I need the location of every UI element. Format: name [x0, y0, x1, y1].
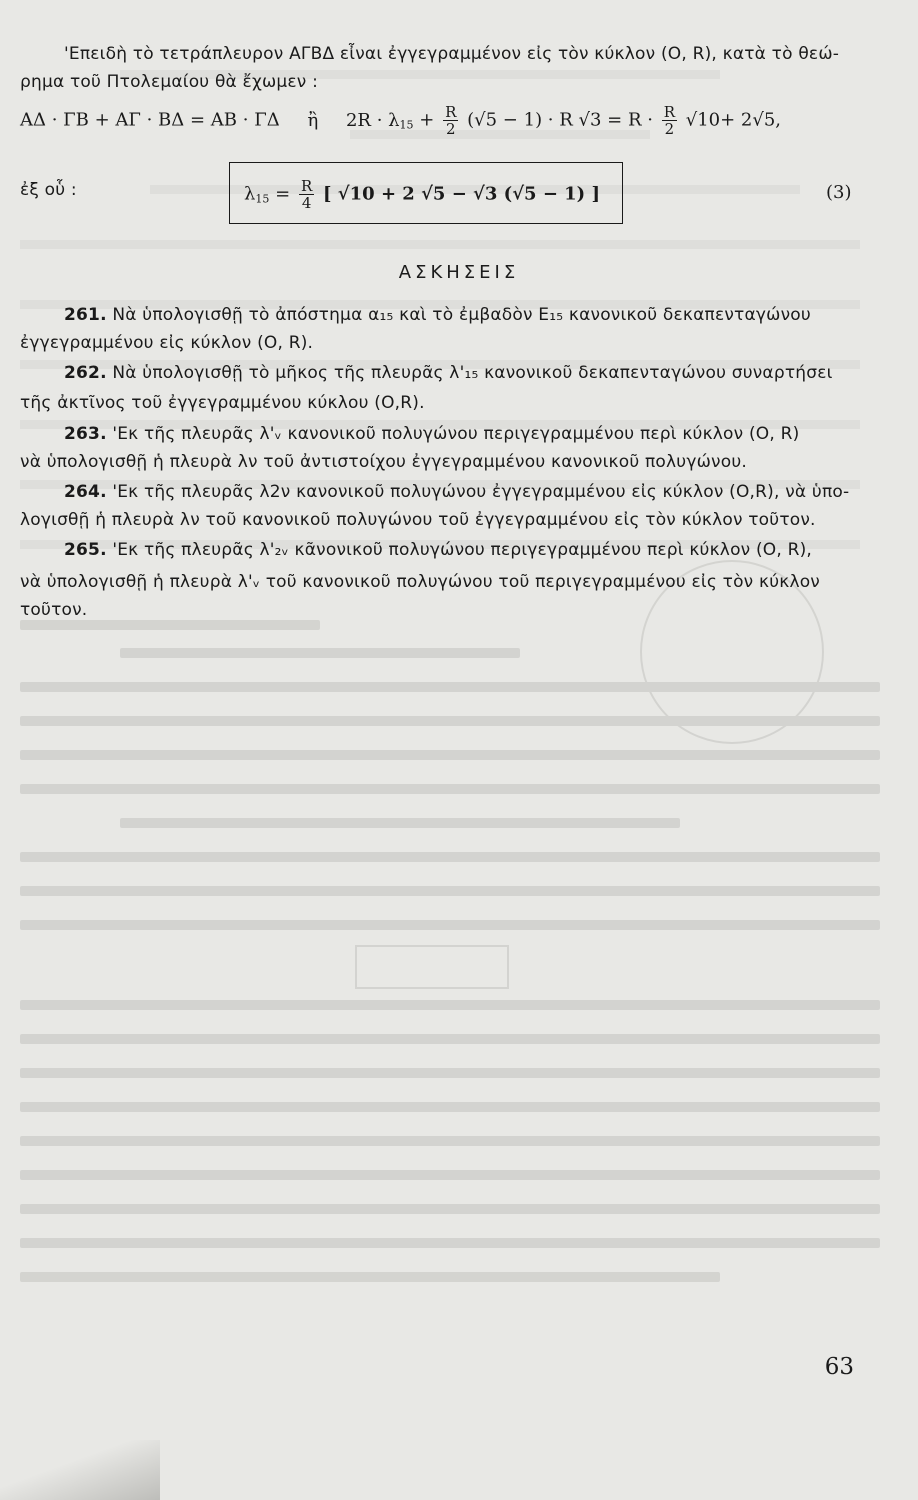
exercise-number: 261. — [64, 305, 107, 325]
equation-frac-den: 2 — [445, 120, 456, 138]
equation-root: √10+ 2√5, — [685, 109, 782, 131]
page-number: 63 — [824, 1354, 854, 1380]
result-frac-den: 4 — [301, 194, 312, 212]
exercise-261-line-2: ἐγγεγραμμένου εἰς κύκλον (Ο, R). — [20, 333, 314, 353]
equation-part1-sub: 15 — [399, 118, 414, 132]
ptolemy-equation — [20, 104, 781, 137]
intro-line-1: 'Επειδὴ τὸ τετράπλευρον ΑΓΒΔ εἶναι ἐγγεγραμμένον εἰς τὸν κύκλον (Ο, R), κατὰ τὸ θεώ- — [64, 44, 840, 64]
exercise-263-line-1 — [64, 424, 799, 444]
exercise-265-line-1 — [64, 540, 812, 560]
exercises-heading: ΑΣΚΗΣΕΙΣ — [398, 262, 520, 283]
exercise-text: Νὰ ὑπολογισθῇ τὸ μῆκος τῆς πλευρᾶς λ'₁₅ κανονικοῦ δεκαπενταγώνου συναρτήσει — [112, 363, 833, 383]
exercise-262-line-1 — [64, 363, 833, 383]
result-formula — [244, 178, 600, 211]
result-fraction — [299, 178, 314, 211]
equation-part2: (√5 − 1) · R √3 = R · — [467, 109, 653, 131]
exercise-263-line-2: νὰ ὑπολογισθῇ ἡ πλευρὰ λν τοῦ ἀντιστοίχου ἐγγεγραμμένου κανονικοῦ πολυγώνου. — [20, 452, 747, 472]
page-corner-shadow — [0, 1440, 160, 1500]
result-lambda: λ — [244, 183, 256, 205]
exercise-text: Νὰ ὑπολογισθῇ τὸ ἀπόστημα α₁₅ καὶ τὸ ἐμβαδὸν Ε₁₅ κανονικοῦ δεκαπενταγώνου — [112, 305, 811, 325]
equation-frac2-den: 2 — [664, 120, 675, 138]
equation-connector: ἢ — [307, 109, 319, 131]
exercise-text: 'Εκ τῆς πλευρᾶς λ'ᵥ κανονικοῦ πολυγώνου περιγεγραμμένου περὶ κύκλον (Ο, R) — [112, 424, 800, 444]
equation-part1: 2R · λ — [345, 109, 400, 131]
exercise-number: 263. — [64, 424, 107, 444]
result-frac-num: R — [300, 177, 313, 195]
equation-frac-num: R — [445, 103, 457, 121]
exercise-text: 'Εκ τῆς πλευρᾶς λ2ν κανονικοῦ πολυγώνου ἐγγεγραμμένου εἰς κύκλον (Ο,R), νὰ ὑπο- — [112, 482, 850, 502]
exercise-262-line-2: τῆς ἀκτῖνος τοῦ ἐγγεγραμμένου κύκλου (Ο,R). — [20, 393, 425, 413]
equation-tag: (3) — [826, 182, 852, 203]
result-lambda-sub: 15 — [255, 192, 270, 206]
exercise-number: 264. — [64, 482, 107, 502]
exercise-number: 262. — [64, 363, 107, 383]
equation-frac2-num: R — [663, 103, 675, 121]
result-prefix: ἐξ οὗ : — [20, 180, 77, 200]
bleed-through-bottom — [0, 600, 918, 1320]
exercise-265-line-2: νὰ ὑπολογισθῇ ἡ πλευρὰ λ'ᵥ τοῦ κανονικοῦ πολυγώνου τοῦ περιγεγραμμένου εἰς τὸν κύκλον — [20, 572, 821, 592]
equation-lhs: ΑΔ · ΓΒ + ΑΓ · ΒΔ = ΑΒ · ΓΔ — [20, 109, 280, 131]
result-equals: = — [275, 183, 291, 205]
exercise-261-line-1 — [64, 305, 811, 325]
exercise-265-line-3: τοῦτον. — [20, 600, 88, 620]
result-bracket: [ √10 + 2 √5 − √3 (√5 − 1) ] — [323, 183, 600, 205]
intro-line-2: ρημα τοῦ Πτολεμαίου θὰ ἔχωμεν : — [20, 72, 319, 92]
equation-fraction-2 — [662, 104, 677, 137]
equation-fraction — [443, 104, 458, 137]
exercise-264-line-2: λογισθῇ ἡ πλευρὰ λν τοῦ κανονικοῦ πολυγώνου τοῦ ἐγγεγραμμένου εἰς τὸν κύκλον τοῦτον. — [20, 510, 816, 530]
exercise-text: 'Εκ τῆς πλευρᾶς λ'₂ᵥ κᾶνονικοῦ πολυγώνου περιγεγραμμένου περὶ κύκλον (Ο, R), — [112, 540, 813, 560]
equation-plus: + — [419, 109, 435, 131]
exercise-number: 265. — [64, 540, 107, 560]
exercise-264-line-1 — [64, 482, 849, 502]
